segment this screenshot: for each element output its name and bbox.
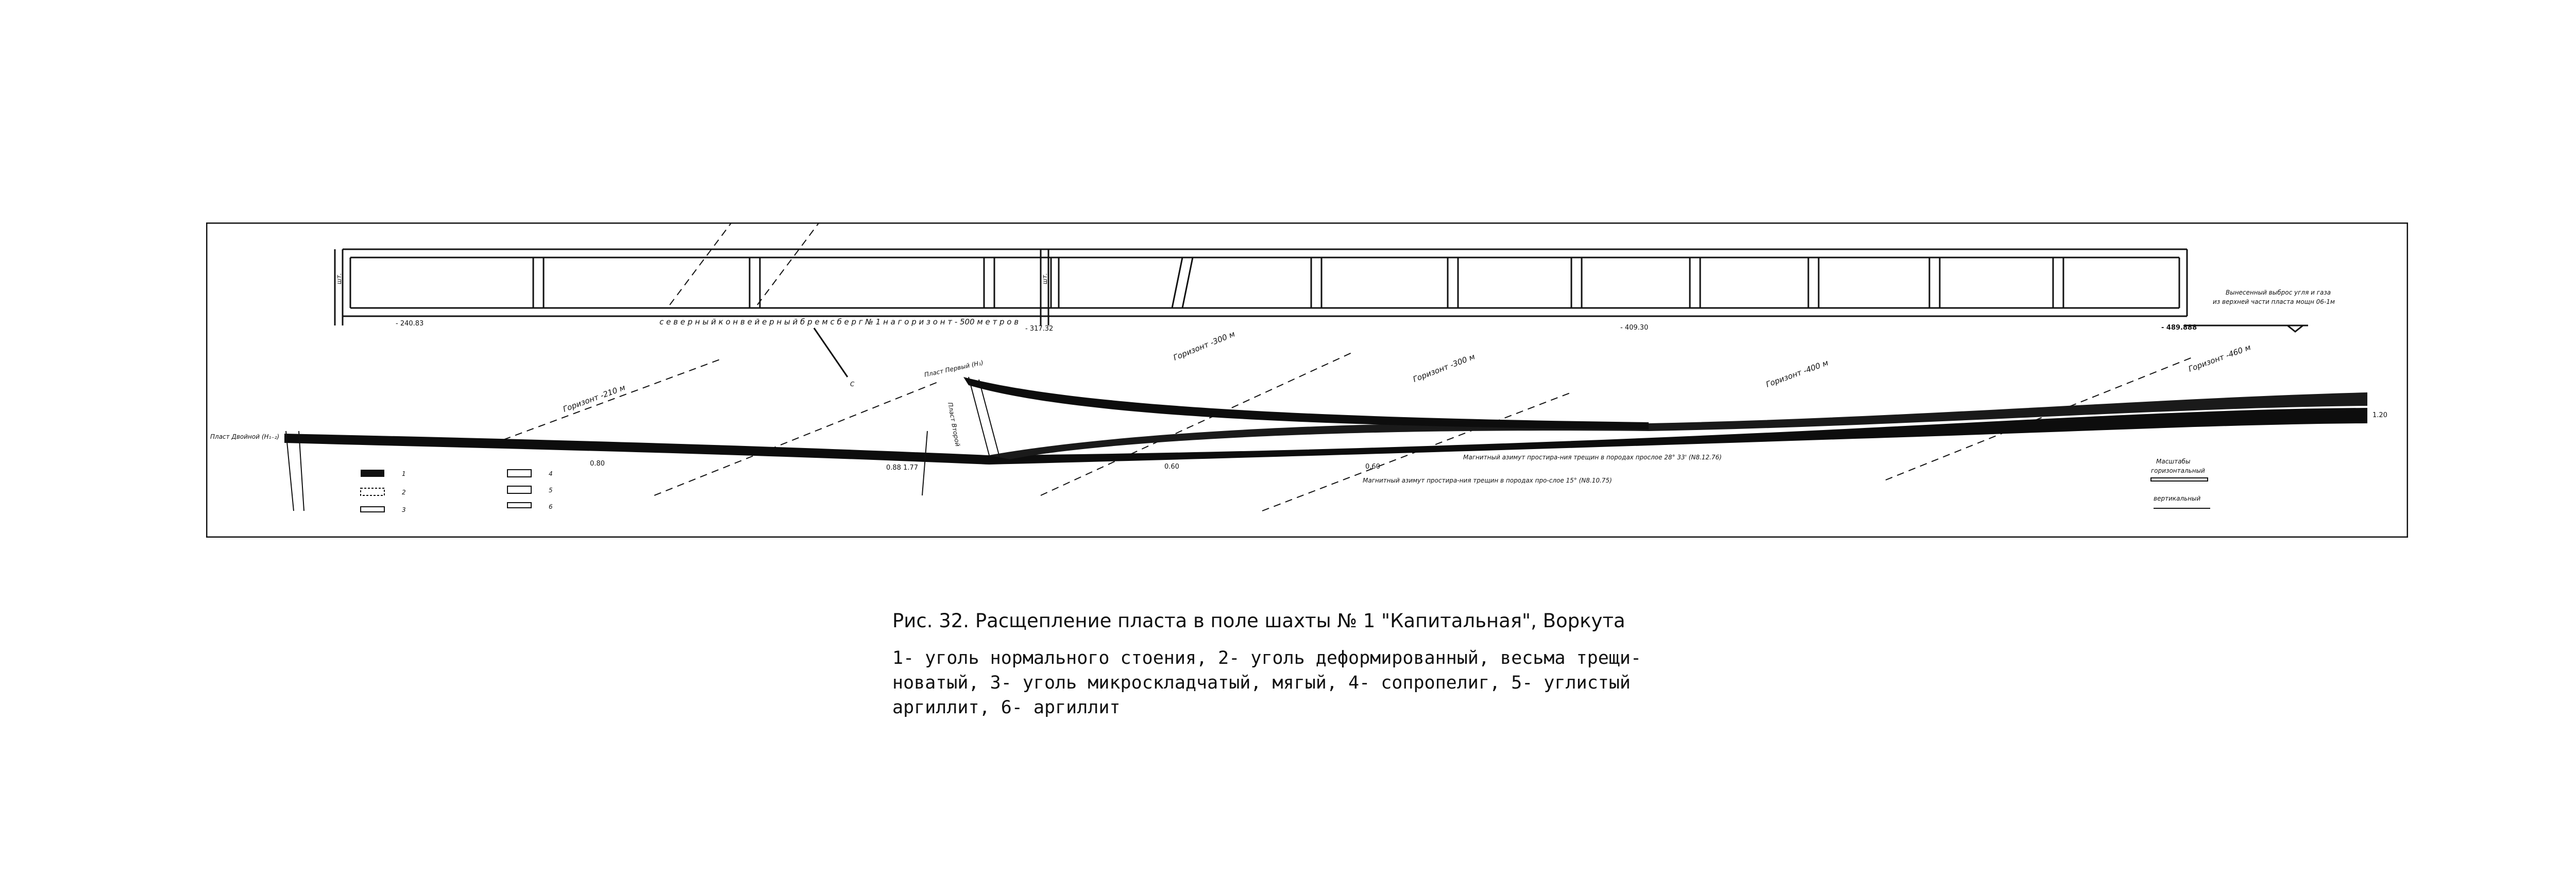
- thickness-label-4: 0.60: [1164, 463, 1179, 471]
- drift-elevation-4: - 489.888: [2161, 324, 2197, 332]
- drift-label: с е в е р н ы й к о н в е й е р н ы й б р е м с б е р г № 1 н а г о р и з о н т - 500 м е т р о в: [659, 317, 1019, 327]
- seam-left-label: Пласт Двойной (Н₁₋₂): [210, 433, 280, 440]
- scale-block: [2151, 458, 2210, 508]
- legend-item-2: 2: [402, 489, 406, 496]
- legend-swatch-4: [507, 470, 531, 477]
- legend-swatch-2: [361, 488, 384, 495]
- seam-split-label: Пласт Второй: [946, 402, 961, 447]
- horizon-label-1: Горизонт -210 м: [562, 383, 627, 414]
- caption-legend-line-3: аргиллит, 6- аргиллит: [892, 697, 1121, 718]
- coal-seam-upper: [963, 377, 1649, 430]
- shaft-label-left: шт.: [335, 273, 343, 284]
- thickness-label-2: 0.60: [1365, 463, 1380, 471]
- drift-elevation-1: - 240.83: [396, 320, 424, 328]
- shaft-label-mid: шт.: [1041, 273, 1048, 284]
- figure-frame: [207, 223, 2408, 537]
- horizon-label-4: Горизонт -400 м: [1765, 358, 1830, 389]
- drift-elevation-2: - 317.32: [1025, 325, 1054, 333]
- drift-elevation-3: - 409.30: [1620, 324, 1649, 332]
- top-right-note-1: Вынесенный выброс угля и газа: [2226, 289, 2331, 296]
- horizon-label-2: Горизонт -300 м: [1172, 329, 1236, 363]
- scale-title: Масштабы: [2156, 458, 2191, 465]
- north-label: С: [850, 381, 855, 388]
- thickness-label-5: 1.20: [2372, 411, 2387, 419]
- north-arrow: [814, 328, 848, 377]
- legend-item-5: 5: [549, 487, 553, 494]
- caption-title: Рис. 32. Расщепление пласта в поле шахты № 1 "Капитальная", Воркута: [892, 610, 1625, 632]
- caption-legend-line-2: новатый, 3- уголь микроскладчатый, мягый, 4- сопропелиг, 5- углистый: [892, 673, 1631, 693]
- coal-seam-main: [284, 392, 2367, 465]
- legend-swatch-5: [507, 486, 531, 493]
- legend-item-6: 6: [549, 503, 553, 510]
- cross-section-figure: [206, 222, 2408, 538]
- thickness-label-1: 0.80: [590, 460, 605, 468]
- azimuth-note-1: Магнитный азимут простира-ния трещин в породах про-слое 15° (N8.10.75): [1363, 477, 1612, 484]
- legend-swatch-6: [507, 503, 531, 508]
- horizon-label-5: Горизонт -460 м: [2187, 342, 2252, 374]
- legend-item-4: 4: [549, 470, 553, 477]
- seam-upper-label: Пласт Первый (Н₁): [923, 358, 984, 379]
- figure-caption: [892, 608, 1742, 720]
- azimuth-note-2: Магнитный азимут простира-ния трещин в породах прослое 28° 33' (N8.12.76): [1463, 454, 1722, 461]
- horizon-label-3: Горизонт -300 м: [1411, 352, 1477, 384]
- legend: [361, 470, 553, 513]
- scale-vertical-label: вертикальный: [2154, 495, 2201, 502]
- legend-swatch-1: [361, 470, 384, 477]
- legend-item-1: 1: [402, 470, 406, 477]
- drift: [335, 249, 2308, 332]
- top-right-note-2: из верхней части пласта мощн 06-1м: [2213, 298, 2335, 305]
- thickness-label-3: 0.88 1.77: [886, 464, 919, 472]
- legend-item-3: 3: [402, 506, 406, 513]
- caption-legend-line-1: 1- уголь нормального стоения, 2- уголь деформированный, весьма трещи-: [892, 648, 1641, 668]
- scale-bar-horizontal: [2151, 478, 2208, 481]
- scale-horizontal-label: горизонтальный: [2151, 467, 2205, 474]
- legend-swatch-3: [361, 507, 384, 512]
